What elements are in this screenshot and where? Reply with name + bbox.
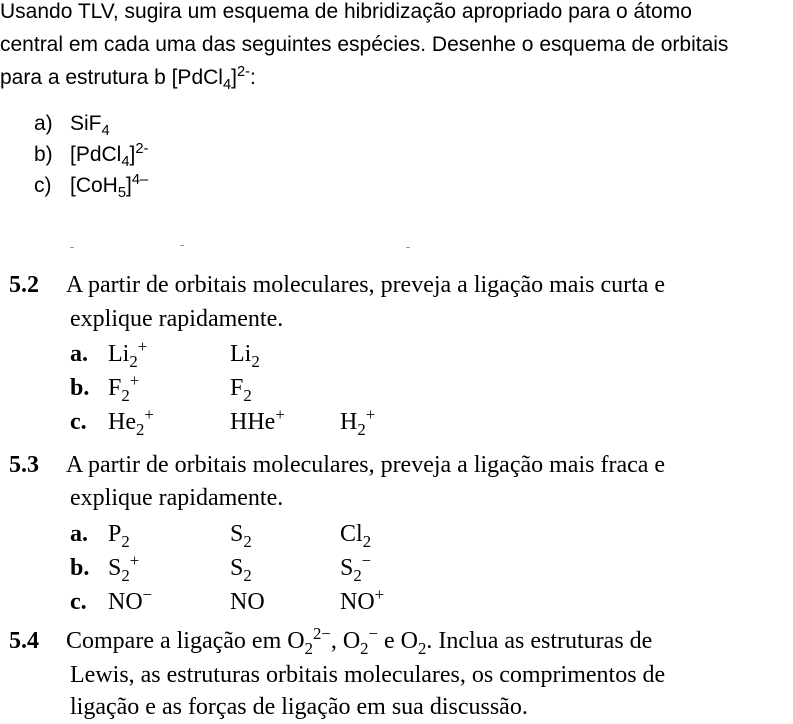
problem-5-2-line-2: explique rapidamente. [70, 306, 284, 332]
problem-5-3-line-1: A partir de orbitais moleculares, preveja a ligação mais fraca e [66, 452, 666, 478]
species: $P_2$ [108, 521, 130, 551]
intro-line-1: Usando TLV, sugira um esquema de hibridização apropriado para o átomo [0, 0, 692, 23]
problem-5-2-header: 5.2 [9, 272, 39, 298]
problem-5-4-header: 5.4 [9, 628, 39, 654]
list-item-c: c) $[CoH_5]^{4-}$ [34, 172, 149, 202]
problem-5-4-line-1: Compare a ligação em $O_2^{2-}$, $O_2^-$ e $O_2$. Inclua as estruturas de [66, 624, 653, 658]
item-label: c. [70, 589, 87, 615]
scan-artifact [406, 247, 410, 248]
problem-5-2-line-1: A partir de orbitais moleculares, preveja a ligação mais curta e [66, 272, 666, 298]
species: $He_2^+$ [108, 405, 154, 439]
scan-artifact [70, 247, 74, 248]
species: $F_2^+$ [108, 371, 140, 405]
species: $Li_2$ [230, 341, 260, 371]
problem-5-3-header: 5.3 [9, 452, 39, 478]
species: NO [230, 589, 265, 615]
item-label: a. [70, 521, 88, 547]
problem-5-4-line-2: Lewis, as estruturas orbitais moleculares, os comprimentos de [70, 662, 666, 688]
species: NO− [108, 585, 153, 615]
species: $F_2$ [230, 375, 252, 405]
list-item-b: b) [PdCl$_4$]$^{2-}$ [34, 141, 149, 171]
intro-line-2: central em cada uma das seguintes espécies. Desenhe o esquema de orbitais [0, 33, 729, 56]
problem-5-4-line-3: ligação e as forças de ligação em sua discussão. [70, 694, 528, 720]
species: $H_2^+$ [340, 405, 376, 439]
item-label: a. [70, 341, 88, 367]
scan-artifact [180, 245, 184, 246]
species: $S_2^-$ [340, 551, 372, 585]
species: HHe+ [230, 405, 285, 435]
species: $S_2$ [230, 521, 252, 551]
item-label: b. [70, 375, 90, 401]
intro-line-3: para a estrutura b [PdCl$_4$]$^{2-}$: [0, 64, 256, 94]
list-item-a: a) SiF$_4$ [34, 112, 110, 140]
species: $S_2^+$ [108, 551, 140, 585]
species: $S_2$ [230, 555, 252, 585]
species: $Cl_2$ [340, 521, 372, 551]
item-label: b. [70, 555, 90, 581]
problem-5-3-line-2: explique rapidamente. [70, 485, 284, 511]
species: $Li_2^+$ [108, 337, 148, 371]
item-label: c. [70, 409, 87, 435]
species: NO+ [340, 585, 385, 615]
